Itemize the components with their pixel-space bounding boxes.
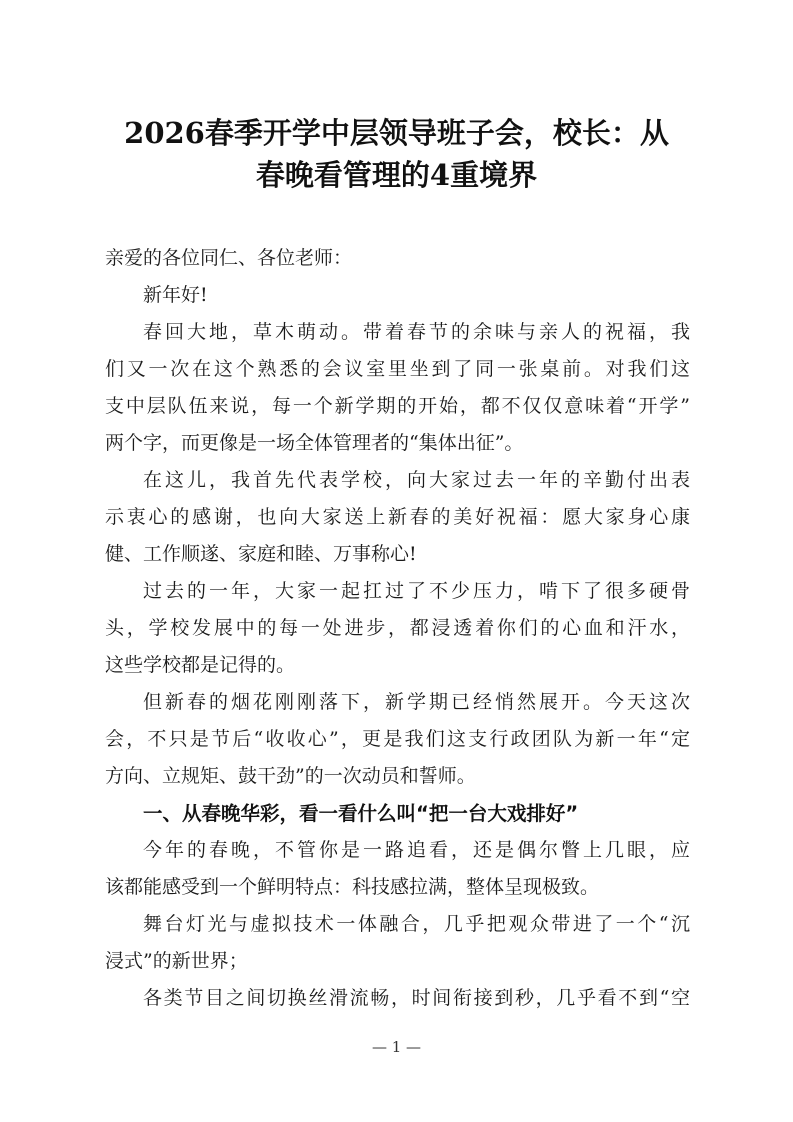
document-title — [90, 112, 703, 196]
title-line-2: 春晚看管理的4重境界 — [255, 158, 538, 192]
text-line: 过去的一年，大家一起扛过了不少压力，啃下了很多硬骨 — [143, 580, 690, 602]
section-paragraph-block — [105, 832, 690, 1017]
text-line: 健、工作顺遂、家庭和睦、万事称心! — [105, 543, 417, 565]
text-line: 在这儿，我首先代表学校，向大家过去一年的辛勤付出表 — [143, 469, 690, 491]
text-line: 但新春的烟花刚刚落下，新学期已经悄然展开。今天这次 — [143, 691, 690, 713]
salutation: 亲爱的各位同仁、各位老师： — [105, 247, 353, 269]
title-line-1: 2026春季开学中层领导班子会，校长：从 — [124, 116, 669, 150]
text-line: 浸式”的新世界； — [105, 950, 248, 972]
text-line: 舞台灯光与虚拟技术一体融合，几乎把观众带进了一个“沉 — [143, 913, 690, 935]
paragraph-block — [105, 277, 690, 795]
text-line: 方向、立规矩、鼓干劲”的一次动员和誓师。 — [105, 765, 476, 787]
text-line: 两个字，而更像是一场全体管理者的“集体出征”。 — [105, 432, 524, 454]
section-heading-1: 一、从春晚华彩，看一看什么叫“把一台大戏排好” — [143, 802, 579, 825]
text-line: 支中层队伍来说，每一个新学期的开始，都不仅仅意味着“开学” — [105, 395, 690, 417]
document-body — [105, 240, 690, 1017]
text-line: 这些学校都是记得的。 — [105, 654, 296, 676]
page-number: — 1 — — [371, 1038, 422, 1056]
text-line: 会，不只是节后“收收心”，更是我们这支行政团队为新一年“定 — [105, 728, 690, 750]
text-line: 们又一次在这个熟悉的会议室里坐到了同一张桌前。对我们这 — [105, 358, 690, 380]
text-line: 头，学校发展中的每一处进步，都浸透着你们的心血和汗水， — [105, 617, 690, 639]
text-line: 今年的春晚，不管你是一路追看，还是偶尔瞥上几眼，应 — [143, 839, 690, 861]
text-line: 春回大地，草木萌动。带着春节的余味与亲人的祝福，我 — [143, 321, 690, 343]
text-line: 各类节目之间切换丝滑流畅，时间衔接到秒，几乎看不到“空 — [143, 987, 690, 1009]
text-line: 该都能感受到一个鲜明特点：科技感拉满，整体呈现极致。 — [105, 876, 600, 898]
text-line: 新年好! — [143, 284, 208, 306]
text-line: 示衷心的感谢，也向大家送上新春的美好祝福：愿大家身心康 — [105, 506, 690, 528]
